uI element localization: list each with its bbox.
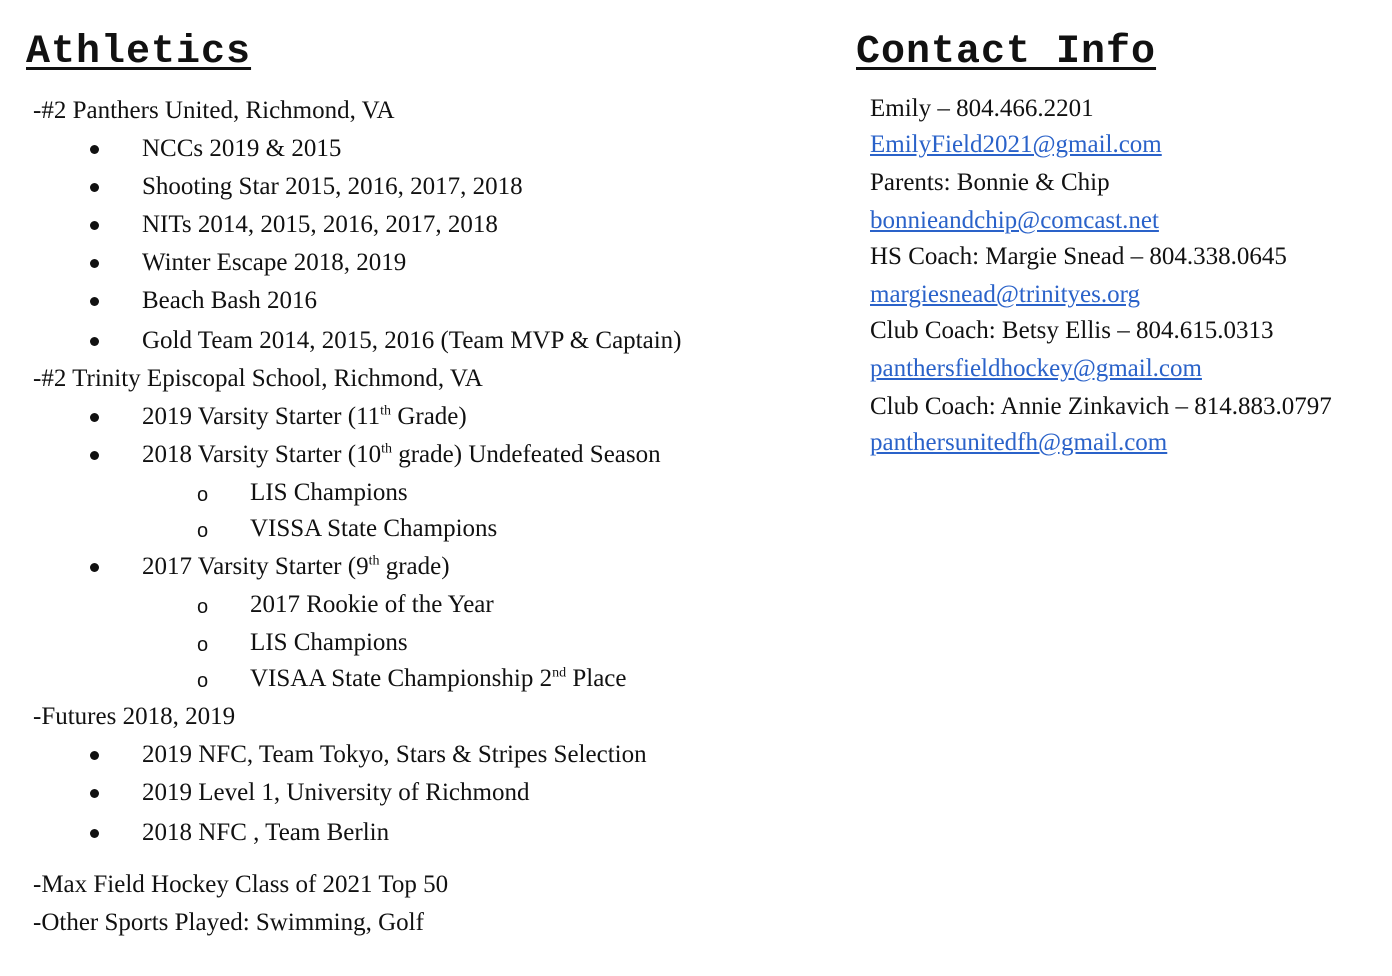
contact-hs-coach: HS Coach: Margie Snead – 804.338.0645 <box>870 243 1287 270</box>
list-item: Winter Escape 2018, 2019 <box>142 249 407 276</box>
contact-info-heading: Contact Info <box>856 30 1157 75</box>
bullet-icon <box>90 751 99 760</box>
circle-bullet-icon: o <box>197 596 209 618</box>
athletics-heading: Athletics <box>26 30 252 75</box>
contact-parents-email-link[interactable]: bonnieandchip@comcast.net <box>870 207 1159 234</box>
list-item: NITs 2014, 2015, 2016, 2017, 2018 <box>142 211 498 238</box>
list-item: Beach Bash 2016 <box>142 287 317 314</box>
contact-parents: Parents: Bonnie & Chip <box>870 169 1110 196</box>
bullet-icon <box>90 563 99 572</box>
circle-bullet-icon: o <box>197 670 209 692</box>
list-item: 2019 Level 1, University of Richmond <box>142 779 530 806</box>
max-field-hockey-line: -Max Field Hockey Class of 2021 Top 50 <box>33 871 449 898</box>
list-item: 2017 Varsity Starter (9th grade) <box>142 553 450 580</box>
list-item: 2018 NFC , Team Berlin <box>142 819 390 846</box>
bullet-icon <box>90 413 99 422</box>
bullet-icon <box>90 221 99 230</box>
futures-title: -Futures 2018, 2019 <box>33 703 236 730</box>
list-item: Shooting Star 2015, 2016, 2017, 2018 <box>142 173 523 200</box>
panthers-united-title: -#2 Panthers United, Richmond, VA <box>33 97 395 124</box>
bullet-icon <box>90 183 99 192</box>
list-item: 2019 NFC, Team Tokyo, Stars & Stripes Selection <box>142 741 647 768</box>
contact-club-coach-betsy-email-link[interactable]: panthersfieldhockey@gmail.com <box>870 355 1202 382</box>
list-item: 2018 Varsity Starter (10th grade) Undefeated Season <box>142 441 661 468</box>
bullet-icon <box>90 337 99 346</box>
contact-club-coach-annie-email-link[interactable]: panthersunitedfh@gmail.com <box>870 429 1168 456</box>
other-sports-line: -Other Sports Played: Swimming, Golf <box>33 909 424 936</box>
sub-list-item: 2017 Rookie of the Year <box>250 591 494 618</box>
sub-list-item: VISSA State Champions <box>250 515 498 542</box>
circle-bullet-icon: o <box>197 634 209 656</box>
sub-list-item: LIS Champions <box>250 479 408 506</box>
trinity-episcopal-title: -#2 Trinity Episcopal School, Richmond, VA <box>33 365 483 392</box>
contact-emily-email-link[interactable]: EmilyField2021@gmail.com <box>870 131 1162 158</box>
sub-list-item: LIS Champions <box>250 629 408 656</box>
list-item: 2019 Varsity Starter (11th Grade) <box>142 403 467 430</box>
circle-bullet-icon: o <box>197 484 209 506</box>
bullet-icon <box>90 145 99 154</box>
list-item: NCCs 2019 & 2015 <box>142 135 342 162</box>
contact-emily-phone: Emily – 804.466.2201 <box>870 95 1094 122</box>
bullet-icon <box>90 259 99 268</box>
contact-club-coach-annie: Club Coach: Annie Zinkavich – 814.883.0797 <box>870 393 1332 420</box>
bullet-icon <box>90 451 99 460</box>
bullet-icon <box>90 297 99 306</box>
sub-list-item: VISAA State Championship 2nd Place <box>250 665 627 692</box>
list-item: Gold Team 2014, 2015, 2016 (Team MVP & Captain) <box>142 327 682 354</box>
contact-hs-coach-email-link[interactable]: margiesnead@trinityes.org <box>870 281 1140 308</box>
contact-club-coach-betsy: Club Coach: Betsy Ellis – 804.615.0313 <box>870 317 1274 344</box>
circle-bullet-icon: o <box>197 520 209 542</box>
bullet-icon <box>90 829 99 838</box>
bullet-icon <box>90 789 99 798</box>
